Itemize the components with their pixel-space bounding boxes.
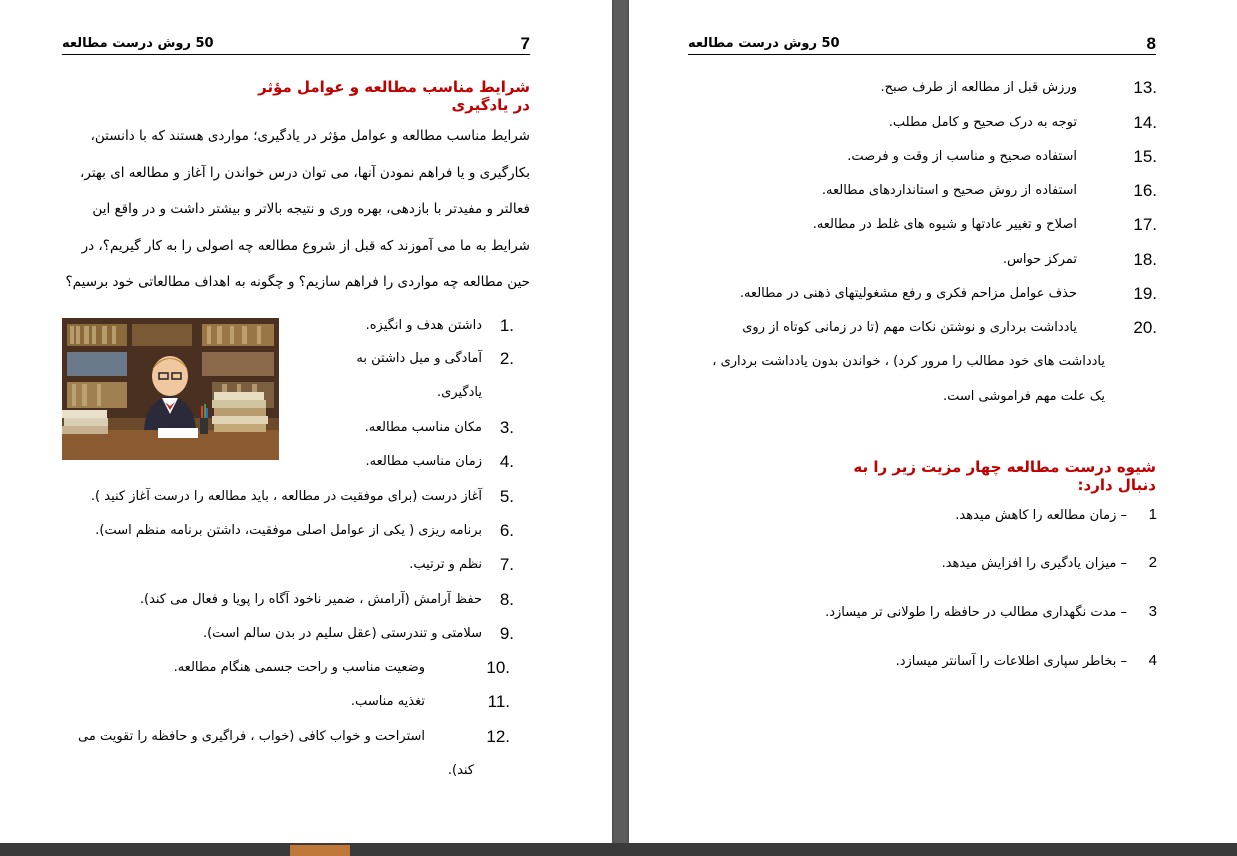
list-item-continuation: یادداشت های خود مطالب را مرور کرد) ، خواندن بدون یادداشت برداری ،: [712, 354, 1105, 369]
intro-line: فعالتر و مفیدتر با بازدهی، بهره وری و نتیجه بالاتر و بیشتر داشت و در واقع این: [92, 201, 530, 217]
list-item: تغذیه مناسب.: [350, 694, 425, 709]
list-number: 18.: [1133, 250, 1157, 269]
list-item: ورزش قبل از مطالعه از طرف صبح.: [880, 80, 1077, 95]
list-item: حذف عوامل مزاحم فکری و رفع مشغولیتهای ذهنی در مطالعه.: [739, 286, 1077, 301]
list-number: 5.: [499, 487, 514, 506]
document-page-8: [629, 0, 1237, 843]
benefit-number: 2: [1148, 554, 1157, 571]
list-item: استفاده از روش صحیح و استانداردهای مطالعه.: [821, 183, 1077, 198]
list-item: یادداشت برداری و نوشتن نکات مهم (تا در زمانی کوتاه از روی: [742, 320, 1077, 335]
list-number: 1.: [499, 316, 514, 335]
list-item-continuation: کند).: [447, 763, 474, 778]
intro-paragraph: [62, 118, 530, 301]
list-number: 15.: [1133, 147, 1157, 166]
header-title: 50 روش درست مطالعه: [62, 36, 214, 51]
list-number: 4.: [499, 452, 514, 471]
list-item: اصلاح و تغییر عادتها و شیوه های غلط در مطالعه.: [812, 217, 1077, 232]
list-number: 7.: [499, 555, 514, 574]
list-number: 17.: [1133, 215, 1157, 234]
benefit-item: – بخاطر سپاری اطلاعات را آسانتر میسازد.: [895, 654, 1127, 669]
page-number: 8: [1146, 34, 1156, 53]
benefit-number: 1: [1148, 506, 1157, 523]
list-number: 11.: [487, 692, 510, 711]
intro-line: شرایط به ما می آموزند که قبل از شروع مطالعه چه اصولی را به کار گیریم؟، در: [81, 237, 530, 254]
list-number: 14.: [1133, 113, 1157, 132]
scrollbar-thumb[interactable]: [290, 845, 350, 856]
page-header: [688, 34, 1156, 55]
list-item-continuation: یادگیری.: [437, 385, 482, 400]
intro-line: شرایط مناسب مطالعه و عوامل مؤثر در یادگیری؛ مواردی هستند که با دانستن،: [90, 128, 530, 144]
list-number: 10.: [486, 658, 510, 677]
document-page-7: [0, 0, 612, 843]
list-number: 6.: [499, 521, 514, 540]
list-item: حفظ آرامش (آرامش ، ضمیر ناخود آگاه را پویا و فعال می کند).: [139, 592, 482, 607]
list-item: آغاز درست (برای موفقیت در مطالعه ، باید مطالعه را درست آغاز کنید ).: [90, 489, 482, 504]
list-item-continuation: یک علت مهم فراموشی است.: [942, 389, 1105, 404]
benefit-number: 4: [1148, 652, 1157, 669]
list-item: برنامه ریزی ( یکی از عوامل اصلی موفقیت، داشتن برنامه منظم است).: [95, 523, 482, 538]
header-title: 50 روش درست مطالعه: [688, 36, 840, 51]
list-item: استراحت و خواب کافی (خواب ، فراگیری و حافظه را تقویت می: [78, 729, 425, 744]
benefit-item: – میزان یادگیری را افزایش میدهد.: [941, 556, 1127, 571]
list-number: 16.: [1133, 181, 1157, 200]
benefit-item: – زمان مطالعه را کاهش میدهد.: [955, 508, 1127, 523]
list-item: مکان مناسب مطالعه.: [364, 420, 482, 435]
list-number: 8.: [499, 590, 514, 609]
list-item: زمان مناسب مطالعه.: [365, 454, 482, 469]
list-item: توجه به درک صحیح و کامل مطلب.: [888, 115, 1077, 130]
list-item: وضعیت مناسب و راحت جسمی هنگام مطالعه.: [173, 660, 425, 675]
benefit-number: 3: [1148, 603, 1157, 620]
list-item: تمرکز حواس.: [1002, 252, 1077, 267]
list-number: 12.: [486, 727, 510, 746]
list-item: استفاده صحیح و مناسب از وقت و فرصت.: [847, 149, 1077, 164]
intro-line: بکارگیری و یا فراهم نمودن آنها، می توان درس خواندن را آغاز و مطالعه ای بهتر،: [80, 164, 530, 181]
page-number: 7: [520, 34, 530, 53]
benefit-item: – مدت نگهداری مطالب در حافظه را طولانی تر میسازد.: [825, 605, 1127, 620]
list-item: سلامتی و تندرستی (عقل سلیم در بدن سالم است).: [202, 626, 482, 641]
horizontal-scrollbar[interactable]: [0, 843, 1237, 856]
child-reading-books-photo: [62, 318, 279, 460]
list-number: 19.: [1133, 284, 1157, 303]
list-number: 13.: [1133, 78, 1157, 97]
benefits-heading: شیوه درست مطالعه چهار مزیت زیر را به دنبال دارد:: [853, 458, 1156, 494]
section-heading: شرایط مناسب مطالعه و عوامل مؤثر در یادگیری: [258, 78, 530, 114]
page-header: [62, 34, 530, 55]
intro-line: حین مطالعه چه مواردی را فراهم سازیم؟ و چگونه به اهداف مطالعاتی خود برسیم؟: [65, 274, 530, 290]
list-number: 3.: [499, 418, 514, 437]
list-number: 2.: [499, 349, 514, 368]
list-number: 9.: [499, 624, 514, 643]
list-item: آمادگی و میل داشتن به: [356, 351, 482, 366]
list-number: 20.: [1133, 318, 1157, 337]
list-item: نظم و ترتیب.: [409, 557, 482, 572]
list-item: داشتن هدف و انگیزه.: [365, 318, 482, 333]
